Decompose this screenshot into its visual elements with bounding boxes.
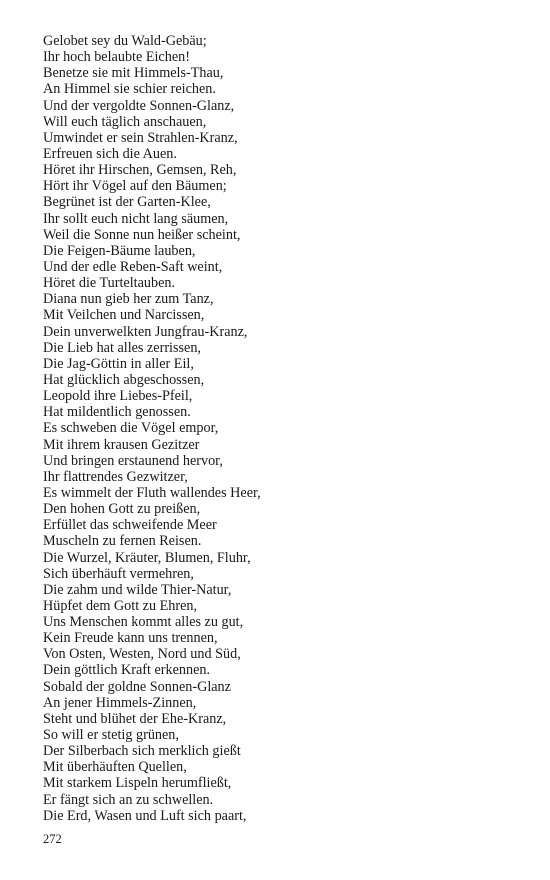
poem-line: Leopold ihre Liebes-Pfeil, <box>43 388 193 405</box>
poem-line: Mit Veilchen und Narcissen, <box>43 307 205 324</box>
poem-line: Begrünet ist der Garten-Klee, <box>43 194 211 211</box>
poem-line: Mit ihrem krausen Gezitzer <box>43 436 200 453</box>
poem-line: Hat glücklich abgeschossen, <box>43 371 205 388</box>
poem-text <box>43 33 261 824</box>
poem-line: Den hohen Gott zu preißen, <box>43 501 201 518</box>
poem-line: Diana nun gieb her zum Tanz, <box>43 291 214 308</box>
poem-line: Uns Menschen kommt alles zu gut, <box>43 614 244 631</box>
poem-line: Die Feigen-Bäume lauben, <box>43 242 196 259</box>
poem-line: Muscheln zu fernen Reisen. <box>43 533 202 550</box>
poem-line: Weil die Sonne nun heißer scheint, <box>43 226 241 243</box>
poem-line: Sich überhäuft vermehren, <box>43 565 194 582</box>
poem-line: Der Silberbach sich merklich gießt <box>43 743 241 760</box>
page-number: 272 <box>43 832 62 846</box>
poem-line: Benetze sie mit Himmels-Thau, <box>43 65 224 82</box>
poem-line: Dein göttlich Kraft erkennen. <box>43 662 211 679</box>
poem-line: Sobald der goldne Sonnen-Glanz <box>43 678 231 695</box>
poem-line: Die Jag-Göttin in aller Eil, <box>43 355 194 372</box>
poem-line: So will er stetig grünen, <box>43 727 179 744</box>
poem-line: Die Erd, Wasen und Luft sich paart, <box>43 807 247 824</box>
poem-line: Ihr sollt euch nicht lang säumen, <box>43 210 229 227</box>
poem-line: Und der vergoldte Sonnen-Glanz, <box>43 97 235 114</box>
poem-line: Ihr hoch belaubte Eichen! <box>43 49 190 66</box>
poem-line: An jener Himmels-Zinnen, <box>43 694 197 711</box>
poem-line: Und der edle Reben-Saft weint, <box>43 258 223 275</box>
poem-line: Steht und blühet der Ehe-Kranz, <box>43 710 227 727</box>
poem-line: Es wimmelt der Fluth wallendes Heer, <box>43 484 261 501</box>
poem-line: Von Osten, Westen, Nord und Süd, <box>43 646 241 663</box>
poem-line: Und bringen erstaunend hervor, <box>43 452 223 469</box>
poem-line: An Himmel sie schier reichen. <box>43 81 216 98</box>
poem-line: Dein unverwelkten Jungfrau-Kranz, <box>43 323 248 340</box>
poem-line: Hüpfet dem Gott zu Ehren, <box>43 597 198 614</box>
poem-line: Ihr flattrendes Gezwitzer, <box>43 468 188 485</box>
poem-line: Umwindet er sein Strahlen-Kranz, <box>43 129 238 146</box>
poem-line: Die Lieb hat alles zerrissen, <box>43 339 201 356</box>
poem-line: Höret ihr Hirschen, Gemsen, Reh, <box>43 162 237 179</box>
poem-line: Hört ihr Vögel auf den Bäumen; <box>43 178 227 195</box>
poem-line: Es schweben die Vögel empor, <box>43 420 219 437</box>
poem-line: Gelobet sey du Wald-Gebäu; <box>43 33 207 49</box>
poem-line: Kein Freude kann uns trennen, <box>43 630 218 647</box>
poem-line: Mit überhäuften Quellen, <box>43 759 187 776</box>
poem-line: Erfüllet das schweifende Meer <box>43 517 217 534</box>
poem-line: Hat mildentlich genossen. <box>43 404 191 421</box>
poem-line: Die zahm und wilde Thier-Natur, <box>43 581 232 598</box>
poem-line: Höret die Turteltauben. <box>43 275 176 292</box>
poem-line: Will euch täglich anschauen, <box>43 113 207 130</box>
poem-line: Mit starkem Lispeln herumfließt, <box>43 775 232 792</box>
poem-line: Die Wurzel, Kräuter, Blumen, Fluhr, <box>43 549 251 566</box>
poem-line: Erfreuen sich die Auen. <box>43 145 177 162</box>
poem-line: Er fängt sich an zu schwellen. <box>43 791 214 808</box>
